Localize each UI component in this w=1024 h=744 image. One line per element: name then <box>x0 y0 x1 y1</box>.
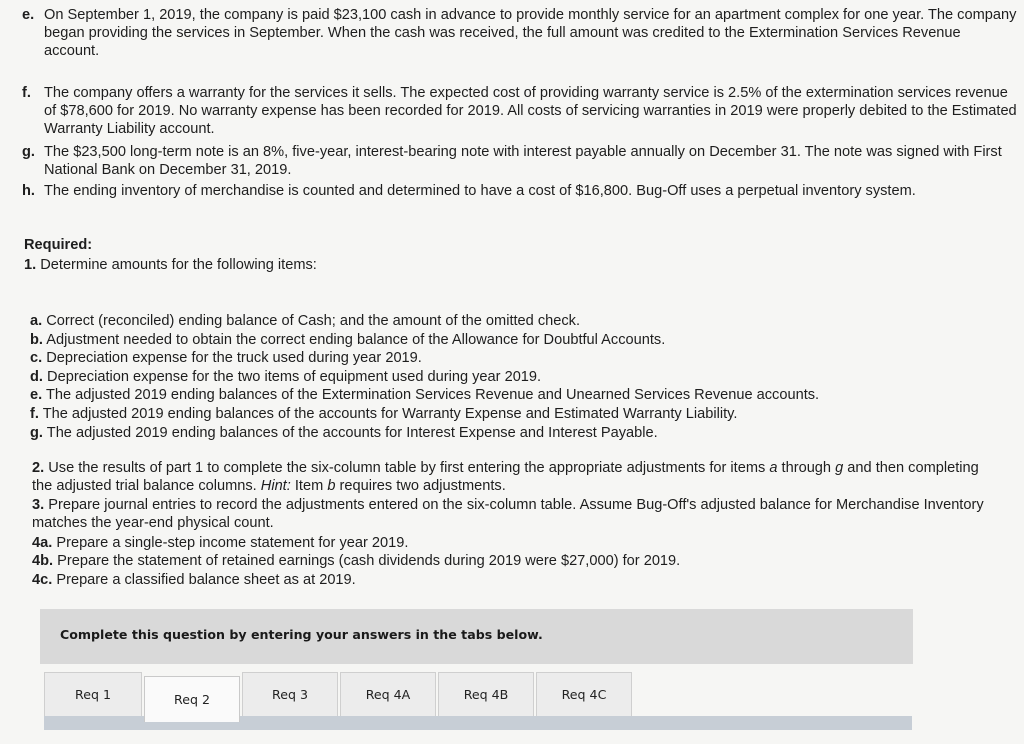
tab-req-3[interactable]: Req 3 <box>242 672 338 716</box>
part-text: Use the results of part 1 to complete the six-column table by first entering the appropriate adjustments for items <box>48 460 766 476</box>
tab-req-4c[interactable]: Req 4C <box>536 672 632 716</box>
subitem-text: Correct (reconciled) ending balance of Cash; and the amount of the omitted check. <box>46 313 581 329</box>
item-letter: f. <box>22 85 31 101</box>
part-text: Item <box>294 478 324 494</box>
tab-req-1[interactable]: Req 1 <box>44 672 142 716</box>
item-e <box>22 6 1018 60</box>
part-text: g <box>835 460 844 476</box>
item-g <box>22 143 1018 179</box>
part-4c <box>32 571 992 589</box>
subitem-text: The adjusted 2019 ending balances of the accounts for Warranty Expense and Estimated Warranty Liability. <box>42 406 738 422</box>
part-text: Prepare the statement of retained earnings (cash dividends during 2019 were $27,000) for 2019. <box>57 553 681 569</box>
subitem-letter: c. <box>30 350 43 366</box>
subitem-text: Adjustment needed to obtain the correct ending balance of the Allowance for Doubtful Accounts. <box>46 332 666 348</box>
part-3 <box>32 496 992 532</box>
item-text: The company offers a warranty for the services it sells. The expected cost of providing warranty service is 2.5% of the extermination services revenue of $78,600 for 2019. No warranty expense has been recorded for 2019. All costs of servicing warranties in 2019 were properly debited to the Estimated Warranty Liability account. <box>44 85 1017 137</box>
part-text: requires two adjustments. <box>339 478 506 494</box>
instruction-panel <box>40 609 913 664</box>
subitem-f <box>30 405 737 423</box>
subitem-letter: a. <box>30 313 43 329</box>
subitem-d <box>30 368 541 386</box>
item-letter: g. <box>22 144 35 160</box>
tab-req-4b[interactable]: Req 4B <box>438 672 534 716</box>
tab-req-4a[interactable]: Req 4A <box>340 672 436 716</box>
item-letter: h. <box>22 183 35 199</box>
subitem-a <box>30 312 580 330</box>
subitem-text: The adjusted 2019 ending balances of the accounts for Interest Expense and Interest Payable. <box>46 425 658 441</box>
subitem-b <box>30 331 665 349</box>
part-2 <box>32 459 992 495</box>
answer-tabs <box>44 672 912 730</box>
item-text: The ending inventory of merchandise is counted and determined to have a cost of $16,800. Bug-Off uses a perpetual inventory system. <box>44 183 916 199</box>
instruction-text: Complete this question by entering your answers in the tabs below. <box>60 627 543 642</box>
subitem-text: Depreciation expense for the truck used during year 2019. <box>46 350 422 366</box>
item-text: On September 1, 2019, the company is paid $23,100 cash in advance to provide monthly service for an apartment complex for one year. The company began providing the services in September. When the cash was received, the full amount was credited to the Extermination Services Revenue account. <box>44 7 1017 59</box>
part-text: Prepare a single-step income statement for year 2019. <box>56 535 409 551</box>
part-text: a <box>769 460 778 476</box>
item-letter: e. <box>22 7 35 23</box>
subitem-c <box>30 349 422 367</box>
part-text: Prepare journal entries to record the adjustments entered on the six-column table. Assume Bug-Off's adjusted balance for Merchandise Inventory matches the year-end physical count. <box>32 497 984 531</box>
part-number: 1. <box>24 257 37 273</box>
part-text: Prepare a classified balance sheet as at 2019. <box>56 572 356 588</box>
subitem-letter: g. <box>30 425 43 441</box>
part-number: 4b. <box>32 553 54 569</box>
item-h <box>22 182 1018 200</box>
subitem-letter: e. <box>30 387 43 403</box>
hint-label: Hint: <box>260 478 291 494</box>
part-text: and then completing the adjusted trial balance columns. <box>32 460 979 494</box>
subitem-letter: d. <box>30 369 43 385</box>
item-text: The $23,500 long-term note is an 8%, five-year, interest-bearing note with interest payable annually on December 31. The note was signed with First National Bank on December 31, 2019. <box>44 144 1002 178</box>
part-number: 4a. <box>32 535 53 551</box>
subitem-text: Depreciation expense for the two items of equipment used during year 2019. <box>47 369 542 385</box>
subitem-letter: b. <box>30 332 43 348</box>
subitem-e <box>30 386 819 404</box>
part-text: Determine amounts for the following items: <box>40 257 317 273</box>
subitem-g <box>30 424 658 442</box>
part-text: through <box>781 460 832 476</box>
required-heading: Required: <box>24 237 93 253</box>
part-number: 3. <box>32 497 45 513</box>
required-part-1 <box>24 257 317 273</box>
subitem-letter: f. <box>30 406 39 422</box>
part-number: 4c. <box>32 572 53 588</box>
item-f <box>22 84 1018 138</box>
subitem-text: The adjusted 2019 ending balances of the Extermination Services Revenue and Unearned Services Revenue accounts. <box>45 387 820 403</box>
part-4a <box>32 534 992 552</box>
part-number: 2. <box>32 460 45 476</box>
part-text: b <box>327 478 336 494</box>
part-4b <box>32 552 992 570</box>
tab-req-2[interactable]: Req 2 <box>144 676 240 722</box>
